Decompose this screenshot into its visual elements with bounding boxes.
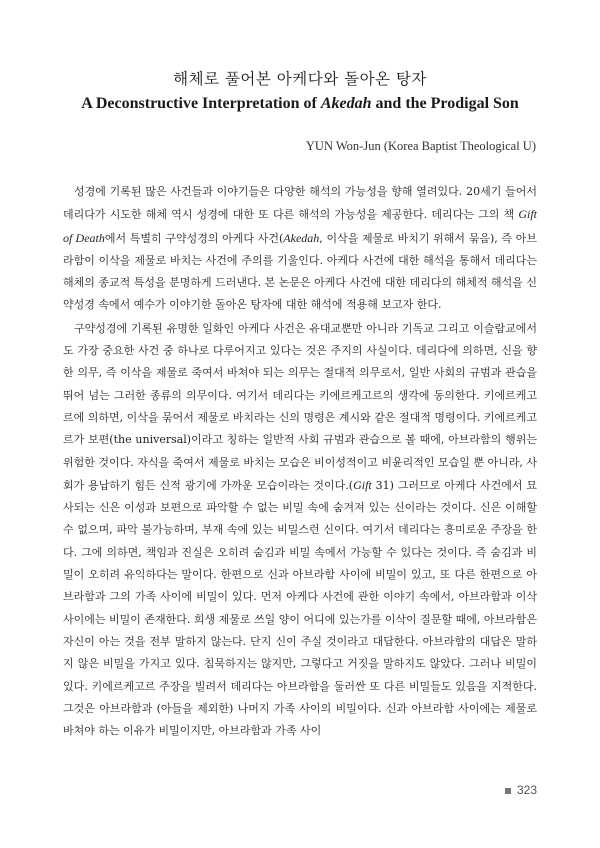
text-run: 성경에 기록된 많은 사건들과 이야기들은 다양한 해석의 가능성을 향해 열려있다. 20세기 들어서 데리다가 시도한 해체 역시 성경에 대한 또 다른 해석의 가능성을 제공한다. 데리다는 그의 책 — [63, 185, 537, 222]
book-title: Gift of Death — [63, 207, 537, 245]
author-line: YUN Won-Jun (Korea Baptist Theological U) — [305, 139, 536, 153]
citation-title: Gift — [353, 477, 372, 492]
text-run: , 이삭을 제물로 바치기 위해서 묶음), 즉 아브라함이 이삭을 제물로 바치는 사건에 주의를 기울인다. 아케다 사건에 대한 해석을 통해서 데리다는 해체의 종교적 특성을 분명하게 드러낸다. 본 논문은 아케다 사건에 대한 데리다의 해체적 해석을 신약성경 속에서 예수가 이야기한 돌아온 탕자에 대한 해석에 적용해 보고자 한다. — [63, 231, 537, 312]
akedah-term: Akedah — [283, 230, 320, 245]
english-title-pre: A Deconstructive Interpretation of — [81, 95, 321, 112]
page-number: 323 — [516, 783, 537, 797]
english-title-italic: Akedah — [320, 95, 372, 112]
english-title — [0, 95, 600, 113]
text-run: 31) 그러므로 아케다 사건에서 묘사되는 신은 이성과 보편으로 파악할 수 없는 비밀 속에 숨겨져 있는 신이라는 것이다. 신은 이해할 수 없으며, 파악 불가능하며, 부재 속에 있는 비밀스런 신이다. 여기서 데리다는 흥미로운 주장을 한다. 그에 의하면, 책임과 진실은 오히려 숨김과 비밀 속에서 가능할 수 있다는 것이다. 즉 숨김과 비밀이 오히려 유익하다는 말이다. 한편으로 신과 아브라함 사이에 비밀이 있고, 또 다른 한편으로 아브라함과 그의 가족 사이에 비밀이 있다. 먼저 아케다 사건에 관한 이야기 속에서, 아브라함과 이삭 사이에는 비밀이 존재한다. 희생 제물로 쓰일 양이 어디에 있는가를 이삭이 질문할 때에, 아브라함은 자신이 아는 것을 전부 말하지 않는다. 단지 신이 주실 것이라고 대답한다. 아브라함의 대답은 말하지 않은 비밀을 가지고 있다. 침묵하지는 않지만, 그렇다고 거짓을 말하지도 않았다. 그러나 비밀이 있다. 키에르케고르 주장을 빌려서 데리다는 아브라함을 둘러싼 또 다른 비밀들도 있음을 지적한다. 그것은 아브라함과 (아들을 제외한) 나머지 가족 사이의 비밀이다. 신과 아브라함 사이에는 제물로 바쳐야 하는 이유가 비밀이지만, 아브라함과 가족 사이 — [63, 478, 537, 738]
abstract-paragraph-1 — [63, 181, 537, 317]
text-run: 에서 특별히 구약성경의 아케다 사건( — [104, 231, 284, 245]
korean-title: 해체로 풀어본 아케다와 돌아온 탕자 — [173, 70, 427, 88]
text-run: 구약성경에 기록된 유명한 일화인 아케다 사건은 유대교뿐만 아니라 기독교 그리고 이슬람교에서도 가장 중요한 사건 중 하나로 다루어지고 있다는 것은 주지의 사실이다. 데리다에 의하면, 신을 향한 의무, 즉 이삭을 제물로 죽여서 바쳐야 되는 의무는 절대적 의무로서, 일반 사회의 규범과 관습을 뛰어 넘는 그러한 종류의 의무이다. 여기서 데리다는 키에르케고르의 생각에 동의한다. 키에르케고르에 의하면, 이삭을 묶어서 제물로 바치라는 신의 명령은 계시와 같은 절대적 명령이다. 키에르케고르가 보편(the universal)이라고 칭하는 일반적 사회 규범과 관습으로 볼 때에, 아브라함의 행위는 위험한 것이다. 자식을 죽여서 제물로 바치는 모습은 비이성적이고 비윤리적인 모습일 뿐 아니라, 사회가 용납하기 힘든 신적 광기에 가까운 모습이라는 것이다.( — [63, 321, 537, 492]
english-title-post: and the Prodigal Son — [371, 95, 519, 112]
square-bullet-icon — [505, 788, 511, 794]
abstract-paragraph-2 — [63, 318, 537, 743]
abstract-body — [63, 181, 537, 742]
page-folio — [505, 783, 537, 797]
